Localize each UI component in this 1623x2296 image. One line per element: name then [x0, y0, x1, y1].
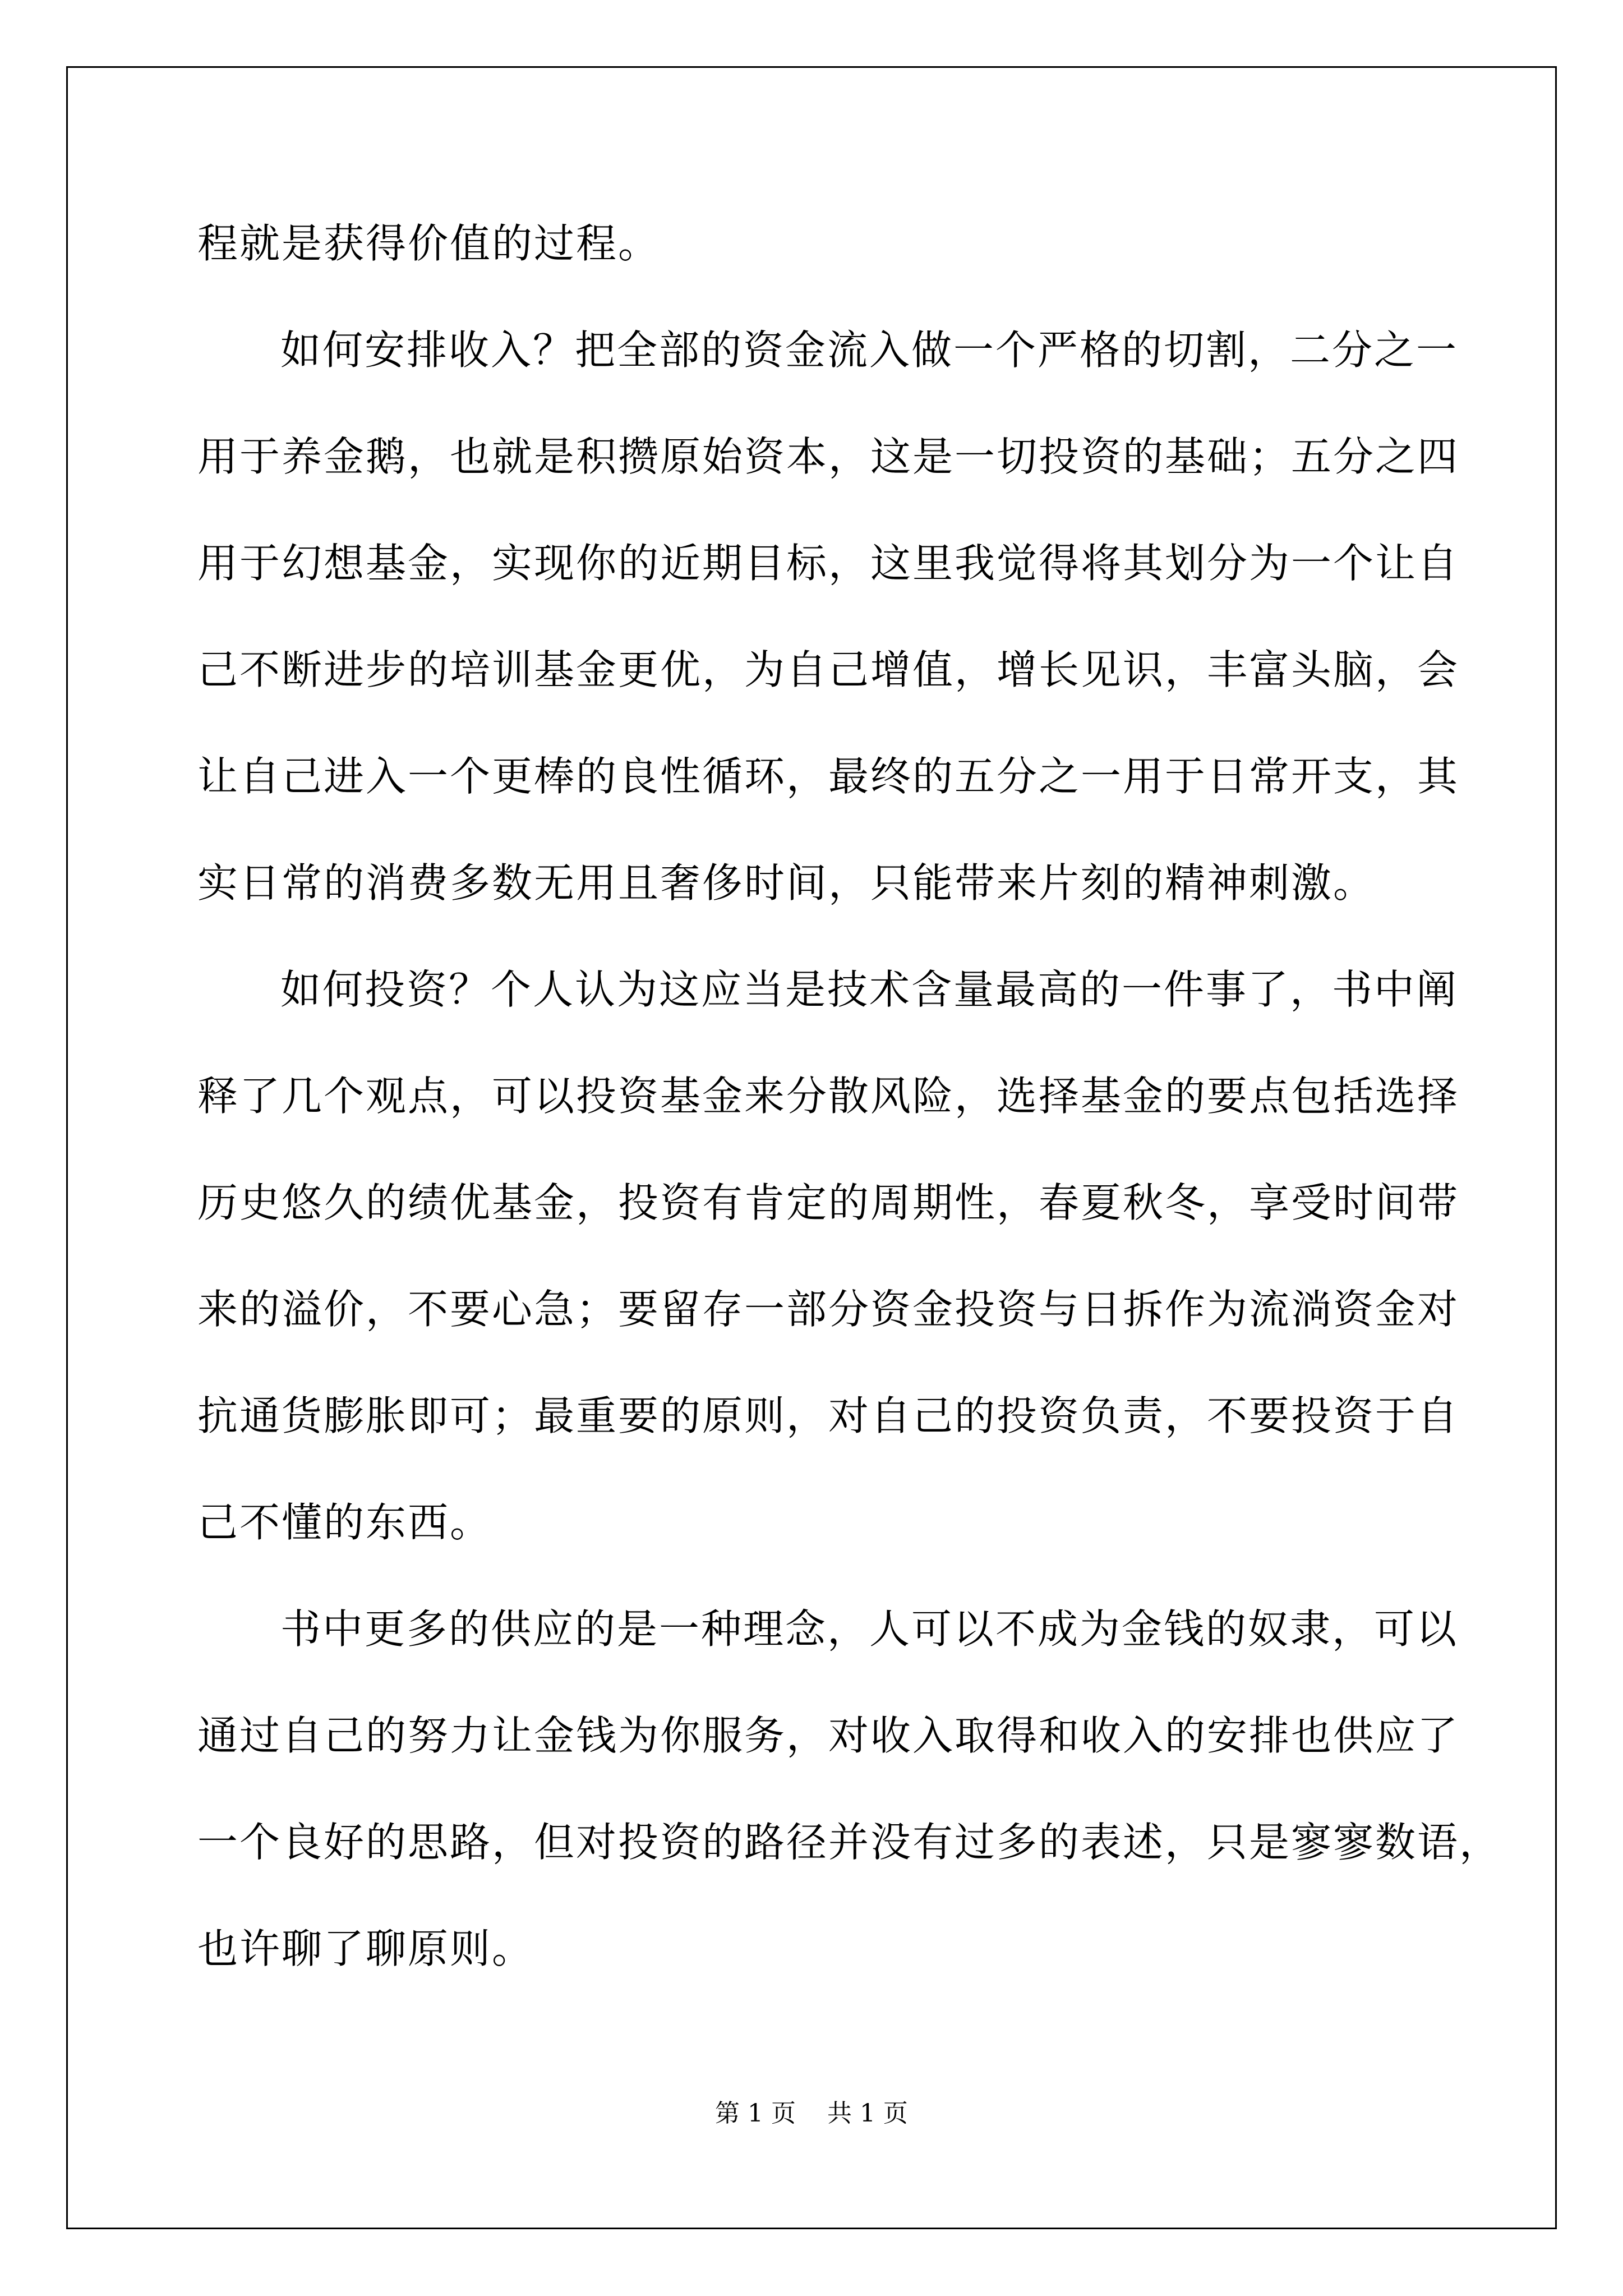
text-line: 程就是获得价值的过程。: [197, 220, 661, 267]
text-line: 历史悠久的绩优基金，投资有肯定的周期性，春夏秋冬，享受时间带: [197, 1179, 1460, 1226]
page-footer: 第 1 页 共 1 页: [715, 2099, 908, 2128]
text-line: 来的溢价，不要心急；要留存一部分资金投资与日拆作为流淌资金对: [197, 1286, 1460, 1333]
text-line: 也许聊了聊原则。: [197, 1925, 534, 1972]
text-line: 用于养金鹅，也就是积攒原始资本，这是一切投资的基础；五分之四: [197, 433, 1460, 480]
text-line-paragraph-start: 如何投资？个人认为这应当是技术含量最高的一件事了，书中阐: [280, 966, 1459, 1013]
text-line: 己不断进步的培训基金更优，为自己增值，增长见识，丰富头脑，会: [197, 646, 1460, 693]
text-line: 一个良好的思路，但对投资的路径并没有过多的表述，只是寥寥数语，: [197, 1819, 1502, 1866]
text-line: 抗通货膨胀即可；最重要的原则，对自己的投资负责，不要投资于自: [197, 1392, 1460, 1439]
document-body: [197, 209, 1502, 2021]
text-line: 实日常的消费多数无用且奢侈时间，只能带来片刻的精神刺激。: [197, 859, 1376, 907]
text-line-paragraph-start: 书中更多的供应的是一种理念，人可以不成为金钱的奴隶，可以: [280, 1605, 1459, 1653]
text-line: 通过自己的努力让金钱为你服务，对收入取得和收入的安排也供应了: [197, 1712, 1460, 1759]
text-line: 让自己进入一个更棒的良性循环，最终的五分之一用于日常开支，其: [197, 753, 1460, 800]
text-line: 用于幻想基金，实现你的近期目标，这里我觉得将其划分为一个让自: [197, 540, 1460, 587]
text-line-paragraph-start: 如何安排收入？把全部的资金流入做一个严格的切割，二分之一: [280, 326, 1459, 374]
text-line: 释了几个观点，可以投资基金来分散风险，选择基金的要点包括选择: [197, 1073, 1460, 1120]
text-line: 己不懂的东西。: [197, 1499, 492, 1546]
